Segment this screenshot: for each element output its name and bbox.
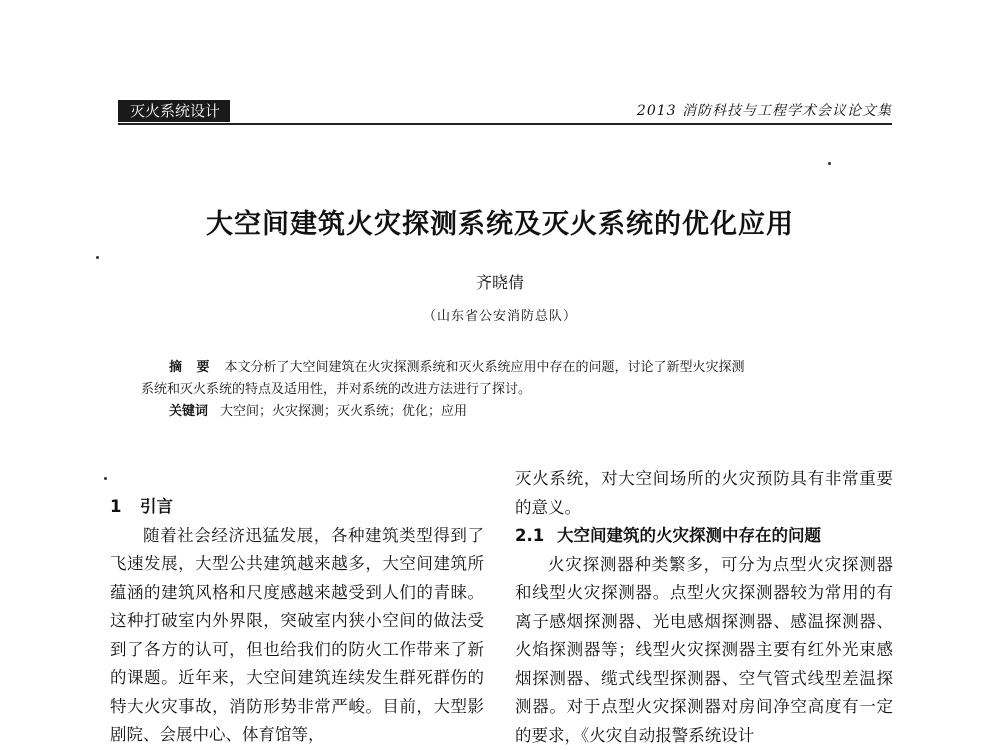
subsection-2-1-heading: [515, 522, 893, 551]
right-column: [515, 465, 893, 750]
scan-speck: [828, 162, 831, 165]
abstract-text-1: 本文分析了大空间建筑在火灾探测系统和灭火系统应用中存在的问题，讨论了新型火灾探测: [225, 360, 745, 375]
section-1-number: 1: [110, 493, 140, 522]
paper-title: 大空间建筑火灾探测系统及灭火系统的优化应用: [0, 202, 1000, 241]
author-name: 齐晓倩: [0, 270, 1000, 293]
left-column: [110, 493, 484, 750]
keywords-text: 大空间；火灾探测；灭火系统；优化；应用: [220, 404, 467, 419]
author-affiliation: （山东省公安消防总队）: [0, 305, 1000, 324]
section-1-heading: [110, 493, 484, 522]
section-tag: 灭火系统设计: [118, 100, 230, 122]
section-1-title: 引言: [140, 497, 173, 516]
header-rule: [118, 123, 892, 125]
continuation-text: 灭火系统，对大空间场所的火灾预防具有非常重要的意义。: [515, 465, 893, 522]
subsection-2-1-paragraph: 火灾探测器种类繁多，可分为点型火灾探测器和线型火灾探测器。点型火灾探测器较为常用的有离子感烟探测器、光电感烟探测器、感温探测器、火焰探测器等；线型火灾探测器主要有红外光束感烟探测器、缆式线型探测器、空气管式线型差温探测器。对于点型火灾探测器对房间净空高度有一定的要求，《火灾自动报警系统设计: [515, 551, 893, 750]
scan-speck: [104, 477, 107, 480]
subsection-2-1-title: 大空间建筑的火灾探测中存在的问题: [557, 526, 821, 545]
keywords-label: 关键词: [169, 404, 208, 419]
abstract-block: [141, 357, 876, 423]
keywords-line: [141, 401, 876, 423]
abstract-line-1: [141, 357, 876, 379]
scan-speck: [96, 256, 99, 259]
proceedings-title: 2013 消防科技与工程学术会议论文集: [637, 100, 892, 122]
abstract-label: 摘 要: [169, 360, 215, 375]
abstract-text-2: 系统和灭火系统的特点及适用性，并对系统的改进方法进行了探讨。: [141, 379, 876, 401]
subsection-2-1-number: 2.1: [515, 522, 557, 551]
section-1-paragraph: 随着社会经济迅猛发展，各种建筑类型得到了飞速发展，大型公共建筑越来越多，大空间建筑所蕴涵的建筑风格和尺度感越来越受到人们的青睐。这种打破室内外界限，突破室内狭小空间的做法受到了各方的认可，但也给我们的防火工作带来了新的课题。近年来，大空间建筑连续发生群死群伤的特大火灾事故，消防形势非常严峻。目前，大型影剧院、会展中心、体育馆等，: [110, 522, 484, 750]
